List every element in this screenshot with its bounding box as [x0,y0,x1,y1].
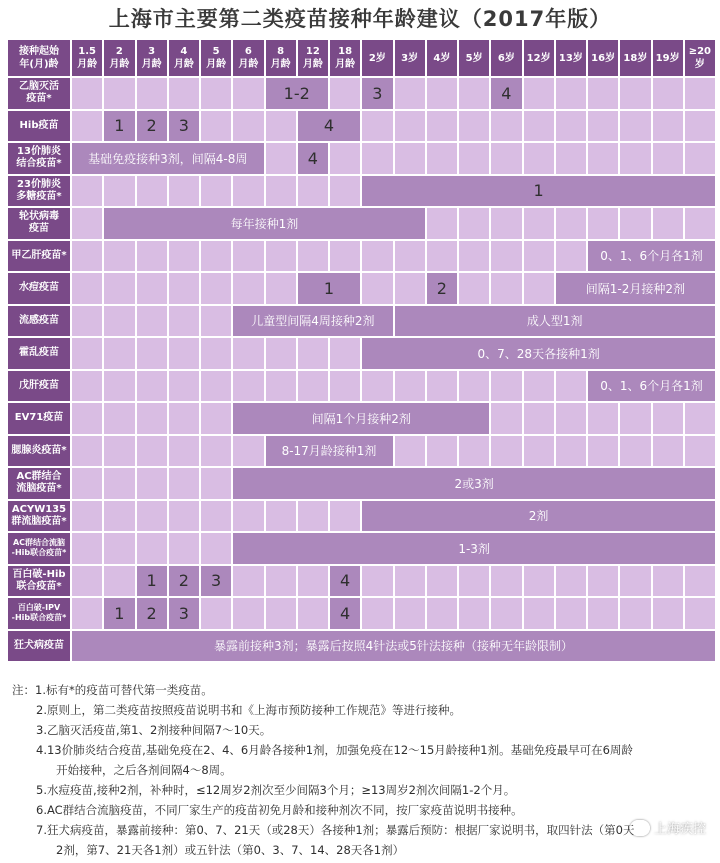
schedule-cell [298,371,328,402]
schedule-cell [169,176,199,207]
schedule-cell [330,241,360,272]
schedule-cell [330,143,360,174]
vaccine-name: 23价肺炎 多糖疫苗* [8,176,70,207]
schedule-cell [330,78,360,109]
schedule-cell [588,78,618,109]
vaccine-name: EV71疫苗 [8,403,70,434]
schedule-cell [427,143,457,174]
schedule-cell [395,436,425,467]
dose-number: 1 [104,111,134,142]
schedule-cell [201,306,231,337]
schedule-cell [588,436,618,467]
schedule-cell [266,338,296,369]
vaccine-name: 百白破-Hib 联合疫苗* [8,566,70,597]
wechat-icon [630,820,650,836]
schedule-cell [104,566,134,597]
dose-number: 1 [137,566,167,597]
header-age-column: 2岁 [362,40,392,76]
schedule-cell [685,566,715,597]
header-age-column: 4 月龄 [169,40,199,76]
note-line: 注：1.标有*的疫苗可替代第一类疫苗。 [12,683,213,697]
dose-instruction: 0、1、6个月各1剂 [588,371,715,402]
schedule-cell [556,78,586,109]
vaccine-name: AC群结合 流脑疫苗* [8,468,70,499]
dose-number: 4 [330,598,360,629]
schedule-cell [556,208,586,239]
dose-number: 4 [298,111,361,142]
schedule-cell [427,241,457,272]
schedule-cell [137,176,167,207]
header-age-column: 1.5 月龄 [72,40,102,76]
schedule-cell [588,598,618,629]
schedule-cell [233,111,263,142]
schedule-cell [556,598,586,629]
schedule-cell [524,241,554,272]
schedule-cell [266,371,296,402]
vaccine-name: 腮腺炎疫苗* [8,436,70,467]
schedule-cell [588,111,618,142]
schedule-cell [459,436,489,467]
note-line: 2.原则上，第二类疫苗按照疫苗说明书和《上海市预防接种工作规范》等进行接种。 [36,703,461,717]
schedule-cell [72,598,102,629]
schedule-cell [201,78,231,109]
schedule-cell [266,143,296,174]
schedule-cell [298,566,328,597]
schedule-cell [556,143,586,174]
dose-number: 2 [137,111,167,142]
dose-number: 1 [104,598,134,629]
schedule-cell [491,111,521,142]
schedule-cell [104,533,134,564]
schedule-cell [653,111,683,142]
schedule-cell [233,371,263,402]
dose-instruction: 2或3剂 [233,468,715,499]
vaccine-name: Hib疫苗 [8,111,70,142]
header-age-column: 12 月龄 [298,40,328,76]
vaccine-name: 甲乙肝疫苗* [8,241,70,272]
schedule-cell [330,338,360,369]
schedule-cell [169,403,199,434]
schedule-cell [137,468,167,499]
schedule-cell [395,241,425,272]
schedule-cell [72,208,102,239]
schedule-cell [298,338,328,369]
schedule-cell [556,241,586,272]
dose-instruction: 成人型1剂 [395,306,716,337]
dose-instruction: 0、7、28天各接种1剂 [362,338,715,369]
dose-number: 2 [169,566,199,597]
schedule-cell [427,566,457,597]
schedule-cell [524,436,554,467]
schedule-cell [427,436,457,467]
schedule-cell [72,468,102,499]
dose-instruction: 8-17月龄接种1剂 [266,436,393,467]
schedule-cell [362,241,392,272]
schedule-cell [72,78,102,109]
watermark [630,818,706,837]
dose-instruction: 儿童型间隔4周接种2剂 [233,306,392,337]
schedule-cell [233,436,263,467]
header-age-column: 16岁 [588,40,618,76]
schedule-cell [266,241,296,272]
schedule-cell [556,566,586,597]
schedule-cell [524,111,554,142]
schedule-cell [169,533,199,564]
header-age-column: 5岁 [459,40,489,76]
schedule-cell [201,338,231,369]
schedule-cell [620,436,650,467]
schedule-cell [137,533,167,564]
schedule-cell [491,273,521,304]
vaccine-name: 霍乱疫苗 [8,338,70,369]
schedule-cell [685,208,715,239]
note-line: 3.乙脑灭活疫苗,第1、2剂接种间隔7～10天。 [36,723,272,737]
schedule-cell [685,598,715,629]
schedule-cell [104,338,134,369]
header-age-column: 19岁 [653,40,683,76]
note-line: 6.AC群结合流脑疫苗，不同厂家生产的疫苗初免月龄和接种剂次不同，按厂家疫苗说明书接种。 [36,803,523,817]
schedule-cell [620,143,650,174]
schedule-cell [395,598,425,629]
schedule-cell [72,306,102,337]
dose-number: 3 [169,598,199,629]
schedule-cell [685,111,715,142]
schedule-cell [524,598,554,629]
schedule-cell [524,143,554,174]
dose-instruction: 暴露前接种3剂；暴露后按照4针法或5针法接种（接种无年龄限制） [72,631,715,662]
vaccine-name: 狂犬病疫苗 [8,631,70,662]
schedule-cell [169,338,199,369]
schedule-cell [201,436,231,467]
schedule-cell [620,598,650,629]
vaccine-name: 乙脑灭活 疫苗* [8,78,70,109]
dose-number: 3 [201,566,231,597]
dose-number: 1-2 [266,78,329,109]
schedule-cell [72,273,102,304]
schedule-cell [653,436,683,467]
schedule-cell [137,78,167,109]
schedule-cell [266,111,296,142]
schedule-cell [233,598,263,629]
schedule-cell [620,78,650,109]
schedule-cell [556,111,586,142]
schedule-cell [330,176,360,207]
schedule-cell [620,208,650,239]
vaccine-name: 轮状病毒 疫苗 [8,208,70,239]
schedule-cell [298,241,328,272]
schedule-cell [524,208,554,239]
schedule-cell [491,598,521,629]
header-age-column: 4岁 [427,40,457,76]
dose-instruction: 间隔1-2月接种2剂 [556,273,715,304]
schedule-cell [491,436,521,467]
schedule-cell [588,143,618,174]
schedule-cell [72,176,102,207]
schedule-cell [72,371,102,402]
schedule-cell [201,598,231,629]
schedule-cell [266,501,296,532]
header-age-column: 3 月龄 [137,40,167,76]
schedule-cell [169,501,199,532]
schedule-cell [137,436,167,467]
page-title: 上海市主要第二类疫苗接种年龄建议（2017年版） [108,7,612,31]
schedule-cell [459,371,489,402]
schedule-cell [459,273,489,304]
dose-number: 2 [427,273,457,304]
note-line: 7.狂犬病疫苗，暴露前接种：第0、7、21天（或28天）各接种1剂；暴露后预防：根据厂家说明书，取四针法（第0天 [36,823,635,837]
schedule-cell [459,208,489,239]
header-age-column: 13岁 [556,40,586,76]
vaccine-name: 流感疫苗 [8,306,70,337]
schedule-cell [524,78,554,109]
schedule-cell [298,176,328,207]
schedule-cell [491,143,521,174]
note-line: 2剂，第7、21天各1剂）或五针法（第0、3、7、14、28天各1剂） [56,843,405,857]
header-age-column: ≥20岁 [685,40,715,76]
vaccine-name: 百白破-IPV -Hib联合疫苗* [8,598,70,629]
schedule-cell [104,501,134,532]
schedule-cell [266,598,296,629]
schedule-cell [524,371,554,402]
dose-instruction: 0、1、6个月各1剂 [588,241,715,272]
schedule-cell [330,371,360,402]
schedule-cell [491,241,521,272]
schedule-cell [556,436,586,467]
dose-instruction: 基础免疫接种3剂，间隔4-8周 [72,143,264,174]
schedule-cell [362,566,392,597]
schedule-cell [395,78,425,109]
schedule-cell [169,306,199,337]
schedule-cell [653,566,683,597]
schedule-cell [266,273,296,304]
schedule-cell [395,273,425,304]
schedule-cell [427,111,457,142]
header-age-column: 6 月龄 [233,40,263,76]
vaccine-name: 水痘疫苗 [8,273,70,304]
schedule-cell [201,403,231,434]
schedule-cell [588,566,618,597]
schedule-cell [298,501,328,532]
schedule-cell [201,273,231,304]
schedule-cell [72,566,102,597]
schedule-cell [653,598,683,629]
schedule-cell [104,78,134,109]
schedule-cell [137,371,167,402]
schedule-cell [491,403,521,434]
schedule-cell [556,371,586,402]
dose-number: 4 [298,143,328,174]
schedule-cell [104,273,134,304]
schedule-cell [459,78,489,109]
schedule-cell [201,533,231,564]
schedule-cell [491,371,521,402]
notes-section [12,680,712,860]
header-age-column: 2 月龄 [104,40,134,76]
schedule-cell [459,111,489,142]
schedule-cell [362,273,392,304]
schedule-cell [459,241,489,272]
schedule-cell [137,273,167,304]
schedule-cell [524,403,554,434]
schedule-cell [233,273,263,304]
schedule-cell [72,533,102,564]
dose-instruction: 间隔1个月接种2剂 [233,403,489,434]
dose-instruction: 2剂 [362,501,715,532]
note-line: 开始接种，之后各剂间隔4～8周。 [56,763,232,777]
header-age-column: 5 月龄 [201,40,231,76]
schedule-cell [427,208,457,239]
schedule-cell [72,403,102,434]
schedule-cell [395,566,425,597]
schedule-cell [169,371,199,402]
schedule-cell [685,143,715,174]
schedule-cell [104,468,134,499]
schedule-cell [137,306,167,337]
schedule-cell [169,273,199,304]
dose-instruction: 1-3剂 [233,533,715,564]
dose-number: 1 [362,176,715,207]
dose-number: 2 [137,598,167,629]
schedule-cell [685,78,715,109]
vaccine-name: AC群结合流脑 -Hib联合疫苗* [8,533,70,564]
schedule-cell [620,403,650,434]
schedule-cell [362,111,392,142]
schedule-cell [620,566,650,597]
schedule-cell [201,241,231,272]
schedule-cell [427,371,457,402]
header-age-column: 18岁 [620,40,650,76]
dose-instruction: 每年接种1剂 [104,208,425,239]
watermark-text: 上海疾控 [653,822,706,837]
header-age-column: 8 月龄 [266,40,296,76]
schedule-cell [201,176,231,207]
schedule-cell [72,338,102,369]
schedule-cell [653,143,683,174]
schedule-cell [233,566,263,597]
schedule-cell [459,598,489,629]
header-age-column: 6岁 [491,40,521,76]
schedule-cell [137,501,167,532]
schedule-cell [169,78,199,109]
schedule-cell [233,338,263,369]
note-line: 4.13价肺炎结合疫苗,基础免疫在2、4、6月龄各接种1剂，加强免疫在12～15月龄接种1剂。基础免疫最早可在6周龄 [36,743,633,757]
header-age-column: 12岁 [524,40,554,76]
schedule-cell [137,403,167,434]
vaccine-name: 13价肺炎 结合疫苗* [8,143,70,174]
schedule-cell [491,208,521,239]
schedule-cell [233,241,263,272]
schedule-cell [362,371,392,402]
schedule-cell [362,598,392,629]
schedule-cell [298,598,328,629]
schedule-cell [169,241,199,272]
schedule-cell [620,111,650,142]
schedule-cell [362,143,392,174]
dose-number: 4 [491,78,521,109]
schedule-cell [459,143,489,174]
schedule-cell [233,501,263,532]
schedule-cell [72,241,102,272]
schedule-cell [685,436,715,467]
header-corner: 接种起始 年(月)龄 [8,40,70,76]
schedule-cell [653,208,683,239]
schedule-cell [72,501,102,532]
schedule-cell [104,403,134,434]
vaccine-name: ACYW135 群流脑疫苗* [8,501,70,532]
schedule-cell [201,371,231,402]
schedule-cell [653,403,683,434]
schedule-cell [201,111,231,142]
schedule-cell [556,403,586,434]
schedule-cell [588,208,618,239]
header-age-column: 18 月龄 [330,40,360,76]
schedule-cell [588,403,618,434]
schedule-cell [233,176,263,207]
dose-number: 4 [330,566,360,597]
dose-number: 3 [362,78,392,109]
schedule-cell [233,78,263,109]
schedule-cell [169,436,199,467]
schedule-cell [72,436,102,467]
schedule-cell [104,176,134,207]
schedule-cell [266,176,296,207]
schedule-cell [459,566,489,597]
schedule-cell [201,501,231,532]
schedule-cell [330,501,360,532]
schedule-cell [395,111,425,142]
schedule-cell [201,468,231,499]
schedule-cell [137,338,167,369]
schedule-cell [104,306,134,337]
schedule-cell [427,78,457,109]
schedule-cell [395,143,425,174]
schedule-cell [104,371,134,402]
dose-number: 1 [298,273,361,304]
schedule-cell [685,403,715,434]
vaccine-name: 戊肝疫苗 [8,371,70,402]
schedule-cell [524,273,554,304]
schedule-cell [104,436,134,467]
schedule-cell [524,566,554,597]
schedule-cell [169,468,199,499]
header-age-column: 3岁 [395,40,425,76]
dose-number: 3 [169,111,199,142]
schedule-cell [104,241,134,272]
schedule-cell [395,371,425,402]
schedule-cell [491,566,521,597]
note-line: 5.水痘疫苗,接种2剂，补种时，≤12周岁2剂次至少间隔3个月；≥13周岁2剂次间隔1-2个月。 [36,783,516,797]
schedule-cell [137,241,167,272]
schedule-cell [427,598,457,629]
schedule-cell [653,78,683,109]
schedule-cell [266,566,296,597]
schedule-cell [72,111,102,142]
